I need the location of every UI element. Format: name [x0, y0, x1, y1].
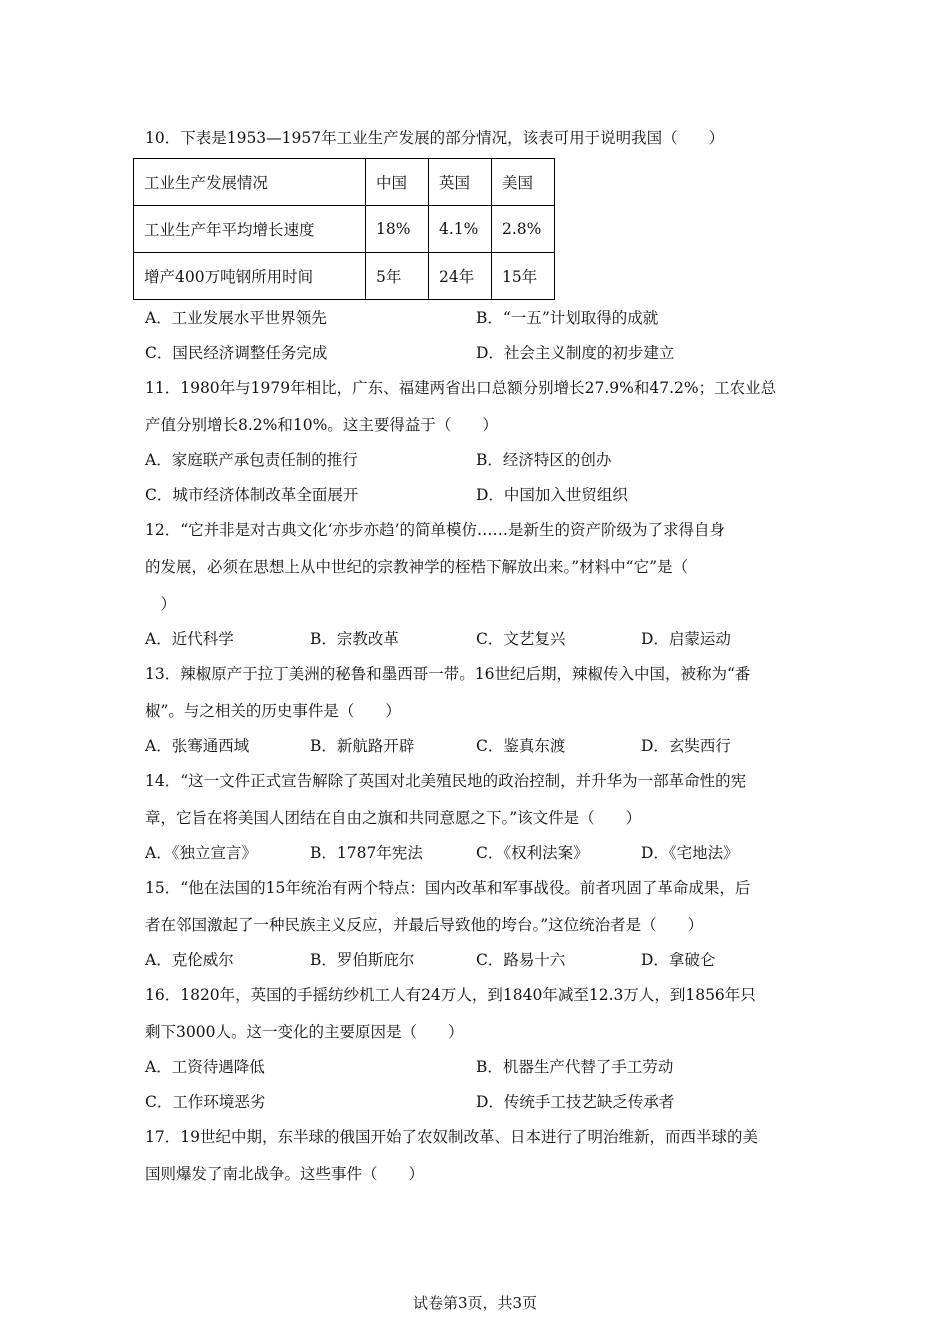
q12-option-a: A．近代科学 [145, 630, 234, 648]
q12-stem-line-2: 的发展，必须在思想上从中世纪的宗教神学的桎梏下解放出来。”材料中“它”是（ [145, 558, 689, 576]
table-cell: 增产400万吨钢所用时间 [134, 253, 366, 300]
q14-stem-line-2: 章，它旨在将美国人团结在自由之旗和共同意愿之下。”该文件是（ ） [145, 809, 642, 827]
table-header-cell: 英国 [429, 159, 492, 206]
q10-option-d: D．社会主义制度的初步建立 [476, 344, 675, 362]
q11-stem-line-2: 产值分别增长8.2%和10%。这主要得益于（ ） [145, 416, 498, 434]
table-header-cell: 中国 [366, 159, 429, 206]
q13-stem-line-1: 13．辣椒原产于拉丁美洲的秘鲁和墨西哥一带。16世纪后期，辣椒传入中国，被称为“番 [145, 665, 751, 683]
q10-option-b: B．“一五”计划取得的成就 [476, 309, 659, 327]
q13-option-d: D．玄奘西行 [641, 737, 731, 755]
q10-option-c: C．国民经济调整任务完成 [145, 344, 328, 362]
q16-option-c: C．工作环境恶劣 [145, 1093, 266, 1111]
q14-option-a: A．《独立宣言》 [145, 844, 257, 862]
q14-option-c: C．《权利法案》 [476, 844, 589, 862]
page-footer: 试卷第3页，共3页 [412, 1294, 538, 1312]
q11-option-b: B．经济特区的创办 [476, 451, 612, 469]
q17-stem-line-2: 国则爆发了南北战争。这些事件（ ） [145, 1165, 425, 1183]
table-cell: 18% [366, 206, 429, 253]
q10-stem: 10．下表是1953—1957年工业生产发展的部分情况，该表可用于说明我国（ ） [145, 129, 725, 147]
table-cell: 2.8% [492, 206, 555, 253]
q13-stem-line-2: 椒”。与之相关的历史事件是（ ） [145, 702, 401, 720]
q15-option-a: A．克伦威尔 [145, 951, 234, 969]
q13-option-b: B．新航路开辟 [310, 737, 415, 755]
q11-option-d: D．中国加入世贸组织 [476, 486, 628, 504]
q13-option-a: A．张骞通西域 [145, 737, 250, 755]
table-row [134, 206, 555, 253]
q10-option-a: A．工业发展水平世界领先 [145, 309, 327, 327]
q17-stem-line-1: 17．19世纪中期，东半球的俄国开始了农奴制改革、日本进行了明治维新，而西半球的美 [145, 1128, 758, 1146]
q10-table [133, 158, 555, 300]
table-cell: 5年 [366, 253, 429, 300]
q12-stem-line-3: ） [145, 595, 177, 613]
q11-option-a: A．家庭联产承包责任制的推行 [145, 451, 358, 469]
q12-option-c: C．文艺复兴 [476, 630, 566, 648]
q11-option-c: C．城市经济体制改革全面展开 [145, 486, 359, 504]
q16-option-b: B．机器生产代替了手工劳动 [476, 1058, 674, 1076]
table-cell: 15年 [492, 253, 555, 300]
q15-option-b: B．罗伯斯庇尔 [310, 951, 415, 969]
table-header-row [134, 159, 555, 206]
q12-stem-line-1: 12．“它并非是对古典文化‘亦步亦趋’的简单模仿……是新生的资产阶级为了求得自身 [145, 521, 726, 539]
q16-option-a: A．工资待遇降低 [145, 1058, 265, 1076]
table-cell: 24年 [429, 253, 492, 300]
q12-option-b: B．宗教改革 [310, 630, 399, 648]
table-header-cell: 工业生产发展情况 [134, 159, 366, 206]
q12-option-d: D．启蒙运动 [641, 630, 731, 648]
q16-stem-line-1: 16．1820年，英国的手摇纺纱机工人有24万人，到1840年减至12.3万人，到1856年只 [145, 986, 756, 1004]
q15-option-c: C．路易十六 [476, 951, 566, 969]
table-header-cell: 美国 [492, 159, 555, 206]
q14-option-d: D．《宅地法》 [641, 844, 739, 862]
q13-option-c: C．鉴真东渡 [476, 737, 566, 755]
table-cell: 4.1% [429, 206, 492, 253]
q11-stem-line-1: 11．1980年与1979年相比，广东、福建两省出口总额分别增长27.9%和47.2%；工农业总 [145, 379, 777, 397]
q15-option-d: D．拿破仑 [641, 951, 716, 969]
table-cell: 工业生产年平均增长速度 [134, 206, 366, 253]
q16-stem-line-2: 剩下3000人。这一变化的主要原因是（ ） [145, 1023, 464, 1041]
q15-stem-line-2: 者在邻国激起了一种民族主义反应，并最后导致他的垮台。”这位统治者是（ ） [145, 916, 704, 934]
q14-option-b: B．1787年宪法 [310, 844, 423, 862]
q15-stem-line-1: 15．“他在法国的15年统治有两个特点：国内改革和军事战役。前者巩固了革命成果，后 [145, 879, 751, 897]
q16-option-d: D．传统手工技艺缺乏传承者 [476, 1093, 675, 1111]
q14-stem-line-1: 14．“这一文件正式宣告解除了英国对北美殖民地的政治控制，并升华为一部革命性的宪 [145, 772, 747, 790]
table-row [134, 253, 555, 300]
